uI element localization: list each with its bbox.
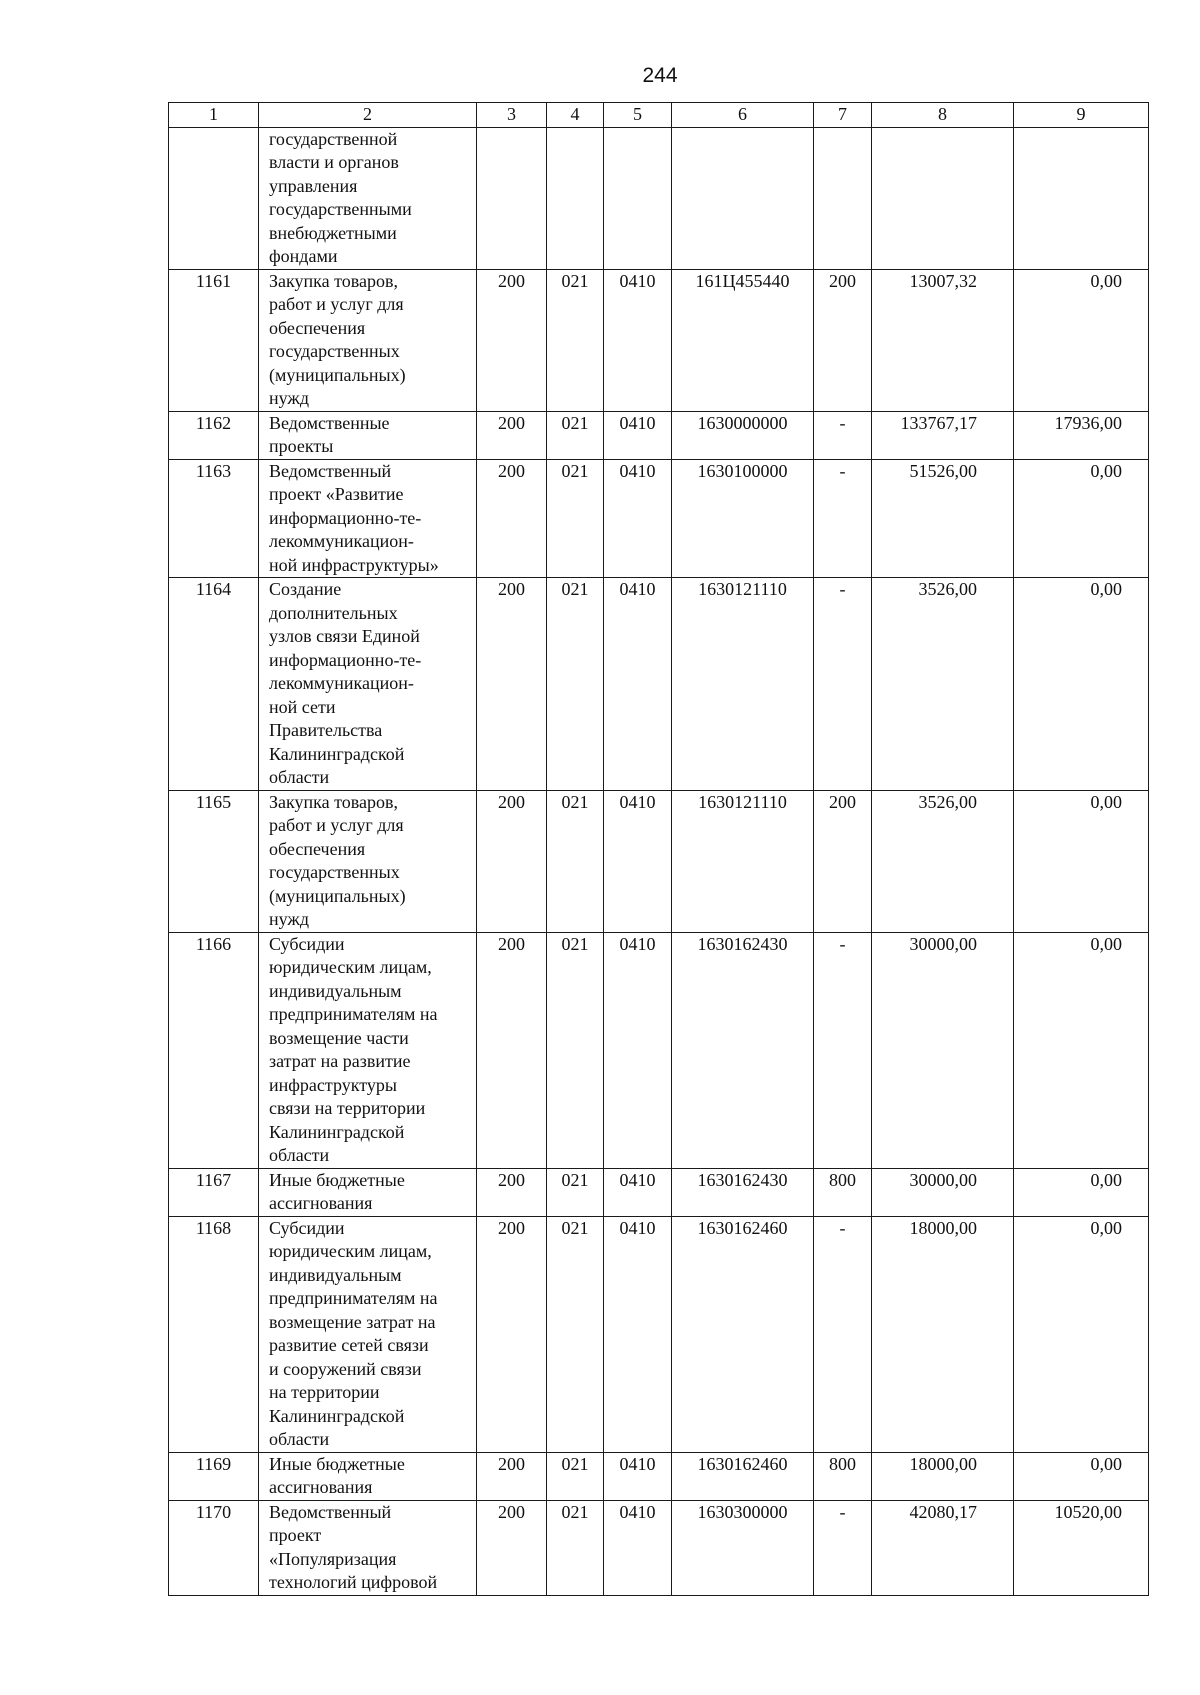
description-cell: Создание дополнительных узлов связи Единой информационно-те- лекоммуникацион- ной сети Правительства Калининградской области (259, 578, 477, 791)
section-cell: 0410 (604, 411, 672, 459)
target-article-cell: 1630162430 (672, 932, 814, 1168)
row-number-cell (169, 127, 259, 269)
code-cell: 021 (547, 578, 604, 791)
description-cell: государственной власти и органов управления государственными внебюджетными фондами (259, 127, 477, 269)
amount-cell: 0,00 (1014, 932, 1149, 1168)
table-body (169, 127, 1149, 1595)
amount-cell: 51526,00 (872, 459, 1014, 578)
amount-cell: 17936,00 (1014, 411, 1149, 459)
code-cell: 200 (477, 1168, 547, 1216)
description-cell: Ведомственный проект «Развитие информационно-те- лекоммуникацион- ной инфраструктуры» (259, 459, 477, 578)
row-number-cell: 1166 (169, 932, 259, 1168)
amount-cell: 133767,17 (872, 411, 1014, 459)
code-cell: 200 (477, 578, 547, 791)
table-row (169, 411, 1149, 459)
description-cell: Субсидии юридическим лицам, индивидуальным предпринимателям на возмещение части затрат на развитие инфраструктуры связи на территории Калининградской области (259, 932, 477, 1168)
amount-cell (1014, 127, 1149, 269)
expense-type-cell: - (814, 1500, 872, 1595)
amount-cell: 13007,32 (872, 269, 1014, 411)
amount-cell: 0,00 (1014, 790, 1149, 932)
expense-type-cell: 200 (814, 790, 872, 932)
table-row (169, 1168, 1149, 1216)
target-article-cell: 1630121110 (672, 790, 814, 932)
section-cell: 0410 (604, 578, 672, 791)
table-row (169, 790, 1149, 932)
expense-type-cell: - (814, 932, 872, 1168)
section-cell: 0410 (604, 1500, 672, 1595)
amount-cell: 0,00 (1014, 269, 1149, 411)
amount-cell: 3526,00 (872, 578, 1014, 791)
code-cell: 200 (477, 459, 547, 578)
column-header: 4 (547, 103, 604, 128)
section-cell: 0410 (604, 932, 672, 1168)
section-cell: 0410 (604, 1452, 672, 1500)
section-cell: 0410 (604, 790, 672, 932)
column-header: 5 (604, 103, 672, 128)
amount-cell: 30000,00 (872, 1168, 1014, 1216)
budget-table (168, 102, 1149, 1596)
table-row (169, 1216, 1149, 1452)
column-header: 9 (1014, 103, 1149, 128)
table-row (169, 459, 1149, 578)
description-cell: Ведомственные проекты (259, 411, 477, 459)
expense-type-cell: 800 (814, 1452, 872, 1500)
code-cell: 021 (547, 932, 604, 1168)
amount-cell: 42080,17 (872, 1500, 1014, 1595)
code-cell: 021 (547, 269, 604, 411)
code-cell: 200 (477, 790, 547, 932)
expense-type-cell: - (814, 411, 872, 459)
code-cell: 200 (477, 1452, 547, 1500)
expense-type-cell: - (814, 459, 872, 578)
column-header: 6 (672, 103, 814, 128)
table-row (169, 1500, 1149, 1595)
code-cell: 021 (547, 1168, 604, 1216)
row-number-cell: 1162 (169, 411, 259, 459)
amount-cell: 0,00 (1014, 1168, 1149, 1216)
description-cell: Закупка товаров, работ и услуг для обеспечения государственных (муниципальных) нужд (259, 269, 477, 411)
row-number-cell: 1161 (169, 269, 259, 411)
code-cell: 021 (547, 459, 604, 578)
amount-cell: 0,00 (1014, 1452, 1149, 1500)
row-number-cell: 1167 (169, 1168, 259, 1216)
expense-type-cell: 800 (814, 1168, 872, 1216)
target-article-cell: 1630121110 (672, 578, 814, 791)
table-row (169, 578, 1149, 791)
code-cell: 200 (477, 1216, 547, 1452)
section-cell: 0410 (604, 1168, 672, 1216)
target-article-cell: 1630162460 (672, 1216, 814, 1452)
target-article-cell: 1630100000 (672, 459, 814, 578)
expense-type-cell: - (814, 578, 872, 791)
code-cell: 021 (547, 411, 604, 459)
target-article-cell: 161Ц455440 (672, 269, 814, 411)
expense-type-cell: 200 (814, 269, 872, 411)
description-cell: Ведомственный проект «Популяризация технологий цифровой (259, 1500, 477, 1595)
code-cell: 200 (477, 1500, 547, 1595)
row-number-cell: 1169 (169, 1452, 259, 1500)
section-cell: 0410 (604, 459, 672, 578)
description-cell: Закупка товаров, работ и услуг для обеспечения государственных (муниципальных) нужд (259, 790, 477, 932)
column-header: 2 (259, 103, 477, 128)
amount-cell: 18000,00 (872, 1452, 1014, 1500)
page-number: 244 (642, 64, 678, 87)
amount-cell (872, 127, 1014, 269)
target-article-cell (672, 127, 814, 269)
code-cell: 200 (477, 269, 547, 411)
column-header: 8 (872, 103, 1014, 128)
code-cell (477, 127, 547, 269)
table-row (169, 932, 1149, 1168)
row-number-cell: 1168 (169, 1216, 259, 1452)
column-header: 7 (814, 103, 872, 128)
amount-cell: 30000,00 (872, 932, 1014, 1168)
amount-cell: 18000,00 (872, 1216, 1014, 1452)
amount-cell: 0,00 (1014, 459, 1149, 578)
description-cell: Иные бюджетные ассигнования (259, 1452, 477, 1500)
row-number-cell: 1164 (169, 578, 259, 791)
table-header-row (169, 103, 1149, 128)
amount-cell: 10520,00 (1014, 1500, 1149, 1595)
table-row (169, 127, 1149, 269)
row-number-cell: 1163 (169, 459, 259, 578)
amount-cell: 0,00 (1014, 578, 1149, 791)
row-number-cell: 1170 (169, 1500, 259, 1595)
target-article-cell: 1630300000 (672, 1500, 814, 1595)
section-cell (604, 127, 672, 269)
code-cell: 021 (547, 1216, 604, 1452)
description-cell: Иные бюджетные ассигнования (259, 1168, 477, 1216)
target-article-cell: 1630000000 (672, 411, 814, 459)
table-row (169, 1452, 1149, 1500)
column-header: 1 (169, 103, 259, 128)
description-cell: Субсидии юридическим лицам, индивидуальным предпринимателям на возмещение затрат на развитие сетей связи и сооружений связи на территории Калининградской области (259, 1216, 477, 1452)
target-article-cell: 1630162460 (672, 1452, 814, 1500)
amount-cell: 0,00 (1014, 1216, 1149, 1452)
section-cell: 0410 (604, 269, 672, 411)
amount-cell: 3526,00 (872, 790, 1014, 932)
expense-type-cell (814, 127, 872, 269)
code-cell: 021 (547, 1452, 604, 1500)
code-cell: 200 (477, 932, 547, 1168)
expense-type-cell: - (814, 1216, 872, 1452)
column-header: 3 (477, 103, 547, 128)
section-cell: 0410 (604, 1216, 672, 1452)
code-cell: 021 (547, 1500, 604, 1595)
row-number-cell: 1165 (169, 790, 259, 932)
target-article-cell: 1630162430 (672, 1168, 814, 1216)
code-cell (547, 127, 604, 269)
table-row (169, 269, 1149, 411)
code-cell: 021 (547, 790, 604, 932)
code-cell: 200 (477, 411, 547, 459)
